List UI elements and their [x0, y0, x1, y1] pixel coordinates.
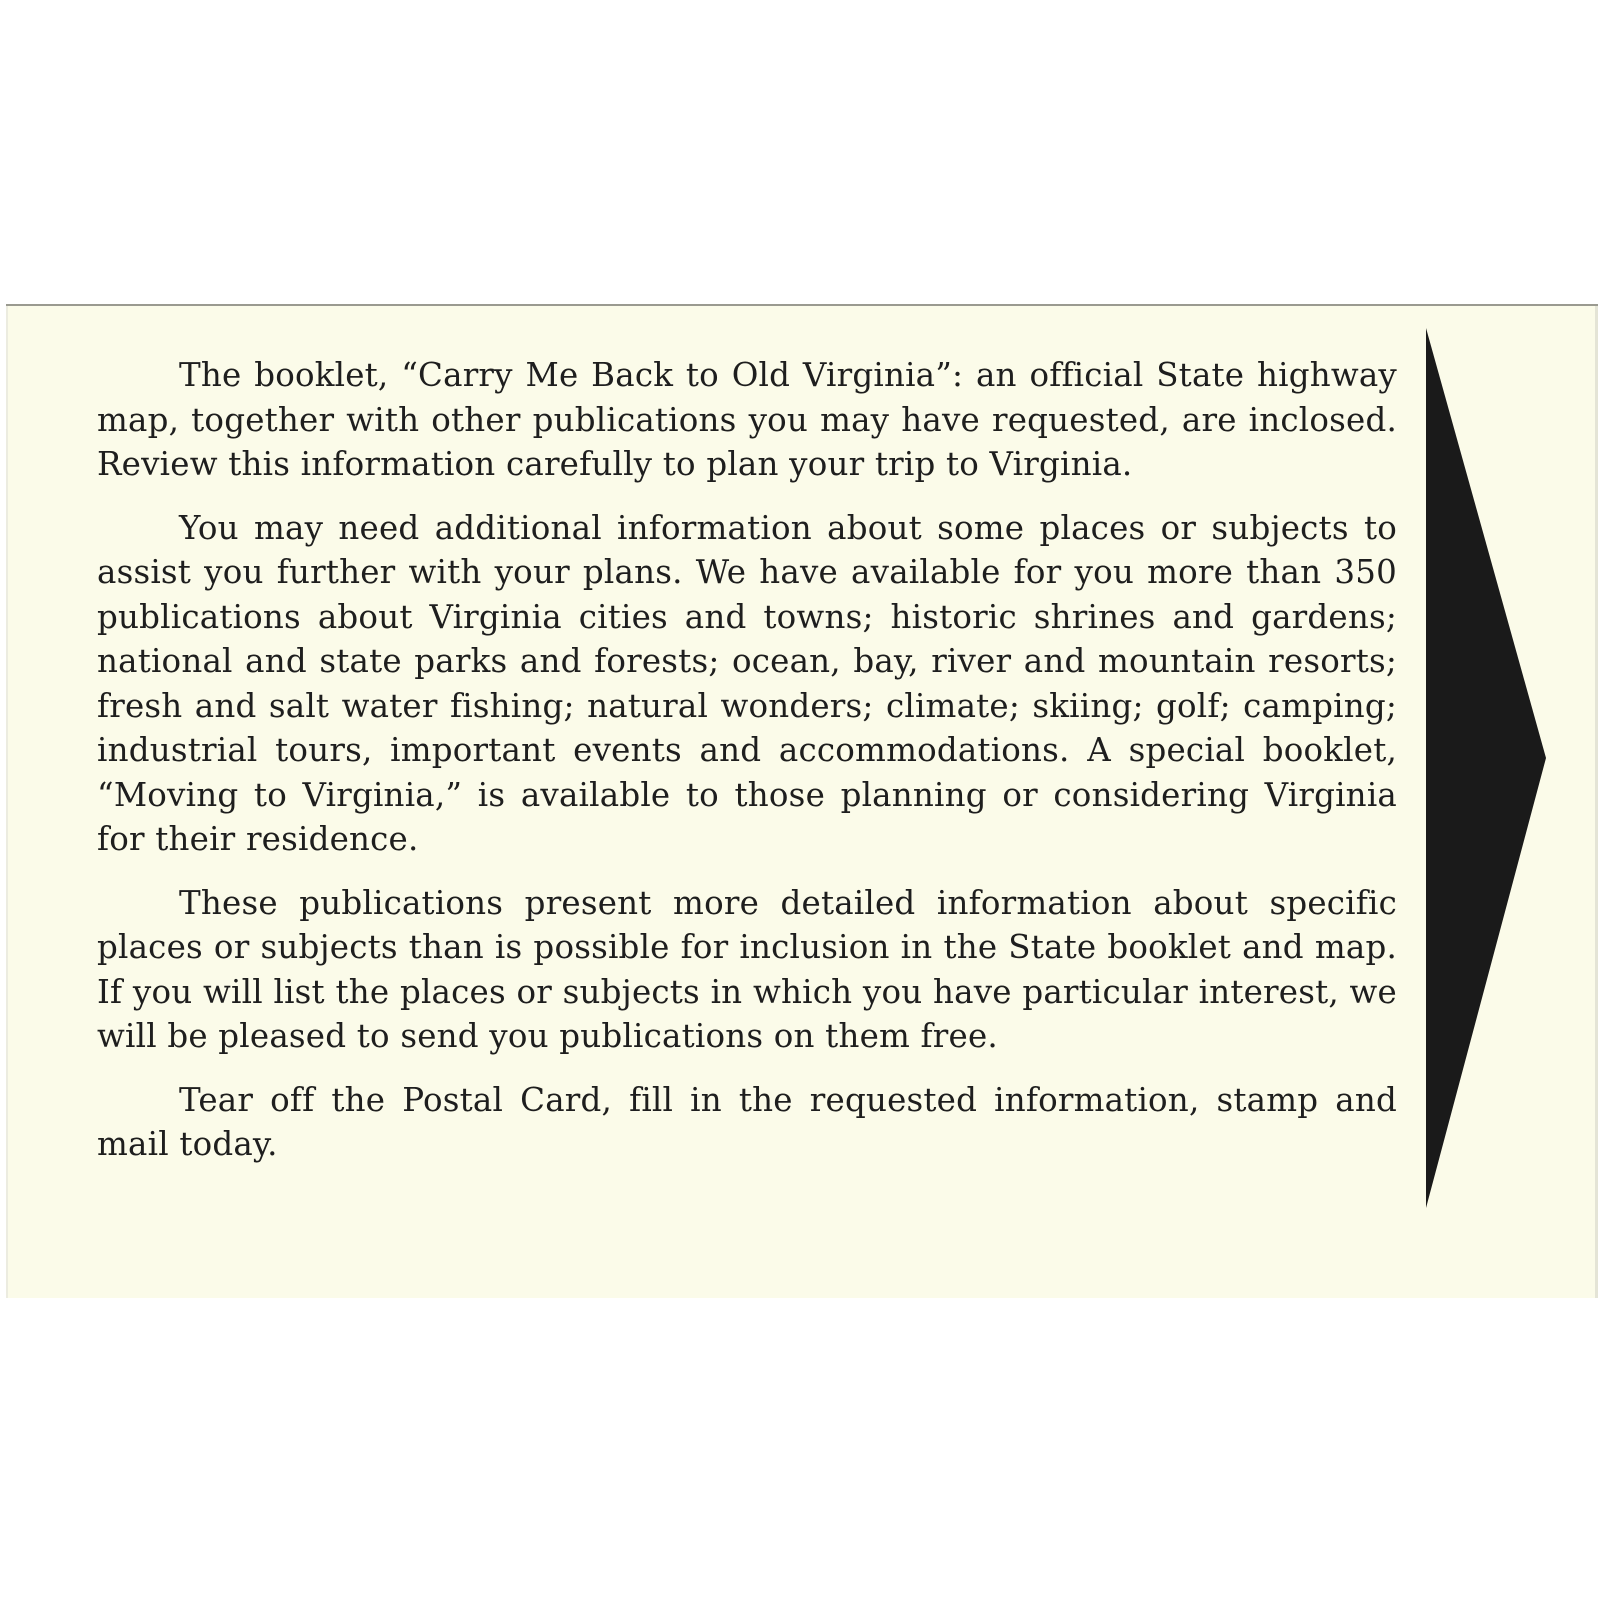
card-left-edge [6, 306, 8, 1298]
card-body-text [97, 353, 1397, 1167]
postal-card-insert [6, 304, 1598, 1298]
paragraph-publications-detail: These publications present more detailed information about specific places or subjects than is possible for inclusion in the State booklet and map. If you will list the places or subjects in which you have particular interest, we will be pleased to send you publications on them free. [97, 883, 1397, 1055]
arrow-shape [1426, 328, 1546, 1208]
right-arrow-icon [1426, 328, 1554, 1208]
paragraph-enclosed-booklet: The booklet, “Carry Me Back to Old Virginia”: an official State highway map, together with other publications you may have requested, are inclosed. Review this information carefully to plan your trip to Virginia. [97, 356, 1397, 483]
card-right-edge [1595, 306, 1598, 1298]
paragraph-tear-off-instructions: Tear off the Postal Card, fill in the requested information, stamp and mail today. [97, 1080, 1397, 1163]
paragraph-additional-information: You may need additional information about some places or subjects to assist you further with your plans. We have available for you more than 350 publications about Virginia cities and towns; historic shrines and gardens; national and state parks and forests; ocean, bay, river and mountain resorts; fresh and salt water fishing; natural wonders; climate; skiing; golf; camping; industrial tours, important events and accommodations. A special booklet, “Moving to Virginia,” is available to those planning or considering Virginia for their residence. [97, 508, 1397, 858]
